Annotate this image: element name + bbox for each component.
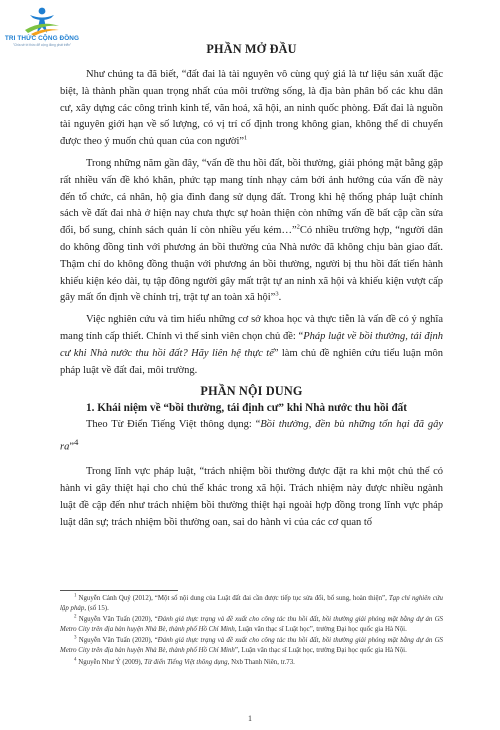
logo-brand: TRI THỨC CỘNG ĐỒNG xyxy=(4,35,80,42)
document-body xyxy=(60,42,443,537)
essay-topic: Pháp luật về bồi thường, tái định cư khi Nhà nước thu hồi đất? Hãy liên hệ thực tế xyxy=(60,330,443,359)
footnote-text: ”, Luận văn thạc sĩ Luật học, trường Đại học quốc gia Hà Nội. xyxy=(234,647,407,655)
body-paragraph-1: Trong lĩnh vực pháp luật, “trách nhiệm bồi thường được đặt ra khi một chủ thể có hành vi gây thiệt hại cho chủ thể khác trong xã hội. Trách nhiệm này được nhiều ngành luật đề cập đến như trách nhiệm bồi thường thiệt hại ngoài hợp đồng trong lĩnh vực pháp luật dân sự; trách nhiệm bồi thường oan, sai do hành vi của các cơ quan tố xyxy=(60,466,443,528)
definition-close: ” xyxy=(69,441,75,453)
footnote-source: Đánh giá thực trạng và đề xuất cho công tác thu hồi đất, bồi thường giải phóng mặt bằng dự án GS Metro City trên địa bàn huyện Nhà Bè, thành phố Hồ Chí Minh xyxy=(60,616,443,634)
definition-text: Bồi thường, đền bù những tổn hại đã gây ra xyxy=(60,419,443,453)
footnote-text: Nguyễn Như Ý (2009), xyxy=(78,658,145,666)
intro-paragraph-2-continued: Có nhiều trường hợp, “người dân do không đồng tình với phương án bồi thường của Nhà nước đã không chịu bàn giao đất. Thậm chí do không đồng thuận với phương án bồi thường, người bị thu hồi đất tiến hành khiếu kiện kéo dài, tụ tập đông người gây mất trật tự an ninh xã hội và khiếu kiện vượt cấp gây mất ổn định về chính trị, trật tự an toàn xã hội” xyxy=(60,225,443,304)
footnote-4 xyxy=(60,658,443,668)
footnote-source: Tạp chí nghiên cứu lập pháp xyxy=(60,595,443,613)
footnote-ref-1: 1 xyxy=(244,134,248,142)
logo-tagline: "Chia sẻ tri thức để cộng đồng phát triển" xyxy=(12,43,72,47)
intro-paragraph-2 xyxy=(60,156,443,307)
intro-paragraph-2-end: . xyxy=(278,292,282,304)
footnote-3 xyxy=(60,636,443,656)
footnote-text: , Luận văn thạc sĩ Luật học”, trường Đại học quốc gia Hà Nội. xyxy=(234,626,407,634)
footnote-ref-4: 4 xyxy=(74,437,79,448)
intro-paragraph-1-text: Như chúng ta đã biết, “đất đai là tài nguyên vô cùng quý giá là tư liệu sản xuất đặc biệt, là thành phần quan trọng nhất của môi trường sống, là địa bàn phân bố các khu dân cư, xây dựng các công trình kinh tế, văn hoá, xã hội, an ninh quốc phòng. Đất đai là nguồn tài nguyên giới hạn về số lượng, có vị trí cố định trong không gian, không thể di chuyển được theo ý muốn chủ quan của con người” xyxy=(60,69,443,148)
intro-paragraph-1 xyxy=(60,67,443,151)
footnote-number: 1 xyxy=(74,593,77,599)
footnote-2 xyxy=(60,615,443,635)
footnotes xyxy=(60,594,443,669)
body-title: PHẦN NỘI DUNG xyxy=(200,384,303,399)
section-1-heading: 1. Khái niệm về “bồi thường, tái định cư” khi Nhà nước thu hồi đất xyxy=(86,402,407,415)
definition-lead: Theo Từ Điển Tiếng Việt thông dụng: “ xyxy=(86,419,261,431)
footnote-text: Nguyễn Văn Tuấn (2020), “ xyxy=(78,637,158,645)
footnote-ref-3: 3 xyxy=(275,290,279,298)
footnote-number: 4 xyxy=(74,657,77,663)
intro-paragraph-2-text: Trong những năm gần đây, “vấn đề thu hồi đất, bồi thường, giải phóng mặt bằng gặp rất nhiều vấn đề khó khăn, phức tạp mang tính nhạy cảm bởi ảnh hưởng của vấn đề này đến tổ chức, cá nhân, hộ gia đình đang sử dụng đất. Trong khi hệ thống pháp luật chính sách về đất đai nhà ở hiện nay chưa thực sự hoàn thiện còn những vấn đề bất cập cần sửa đổi, bổ sung, chính sách quản lí còn nhiều yếu kém…” xyxy=(60,157,443,237)
footnote-ref-2: 2 xyxy=(296,223,300,231)
footnote-number: 3 xyxy=(74,636,77,642)
footnote-source: Từ điển Tiếng Việt thông dụng xyxy=(144,658,228,666)
page-number: 1 xyxy=(248,714,252,723)
intro-paragraph-3 xyxy=(60,312,443,379)
footnote-number: 2 xyxy=(74,614,77,620)
footnote-text: Nguyễn Cảnh Quý (2012), “Một số nội dung của Luật đất đai cần được tiếp tục sửa đổi, bổ sung, hoàn thiện”, xyxy=(78,595,389,602)
intro-paragraph-3-tail: ” làm chủ đề nghiên cứu tiểu luận môn pháp luật về đất đai, môi trường. xyxy=(60,347,443,376)
footnote-divider xyxy=(60,590,178,591)
footnote-text: , (số 15). xyxy=(84,605,109,613)
intro-paragraph-3-lead: Việc nghiên cứu và tìm hiểu những cơ sở khoa học và thực tiễn là vấn đề có ý nghĩa mang tính cấp thiết. Chính vì thế sinh viên chọn chủ đề: “ xyxy=(60,314,443,342)
intro-title: PHẦN MỞ ĐẦU xyxy=(206,42,297,56)
definition-paragraph xyxy=(60,417,443,456)
footnote-text: Nguyễn Văn Tuấn (2020), “ xyxy=(78,616,158,624)
logo-emblem-icon xyxy=(22,6,62,36)
footnote-source: Đánh giá thực trạng và đề xuất cho công tác thu hồi đất, bồi thường giải phóng mặt bằng dự án GS Metro City trên địa bàn huyện Nhà Bè, thành phố Hồ Chí Minh xyxy=(60,637,443,655)
footnote-text: , Nxb Thanh Niên, tr.73. xyxy=(227,658,295,666)
footnote-1 xyxy=(60,594,443,614)
